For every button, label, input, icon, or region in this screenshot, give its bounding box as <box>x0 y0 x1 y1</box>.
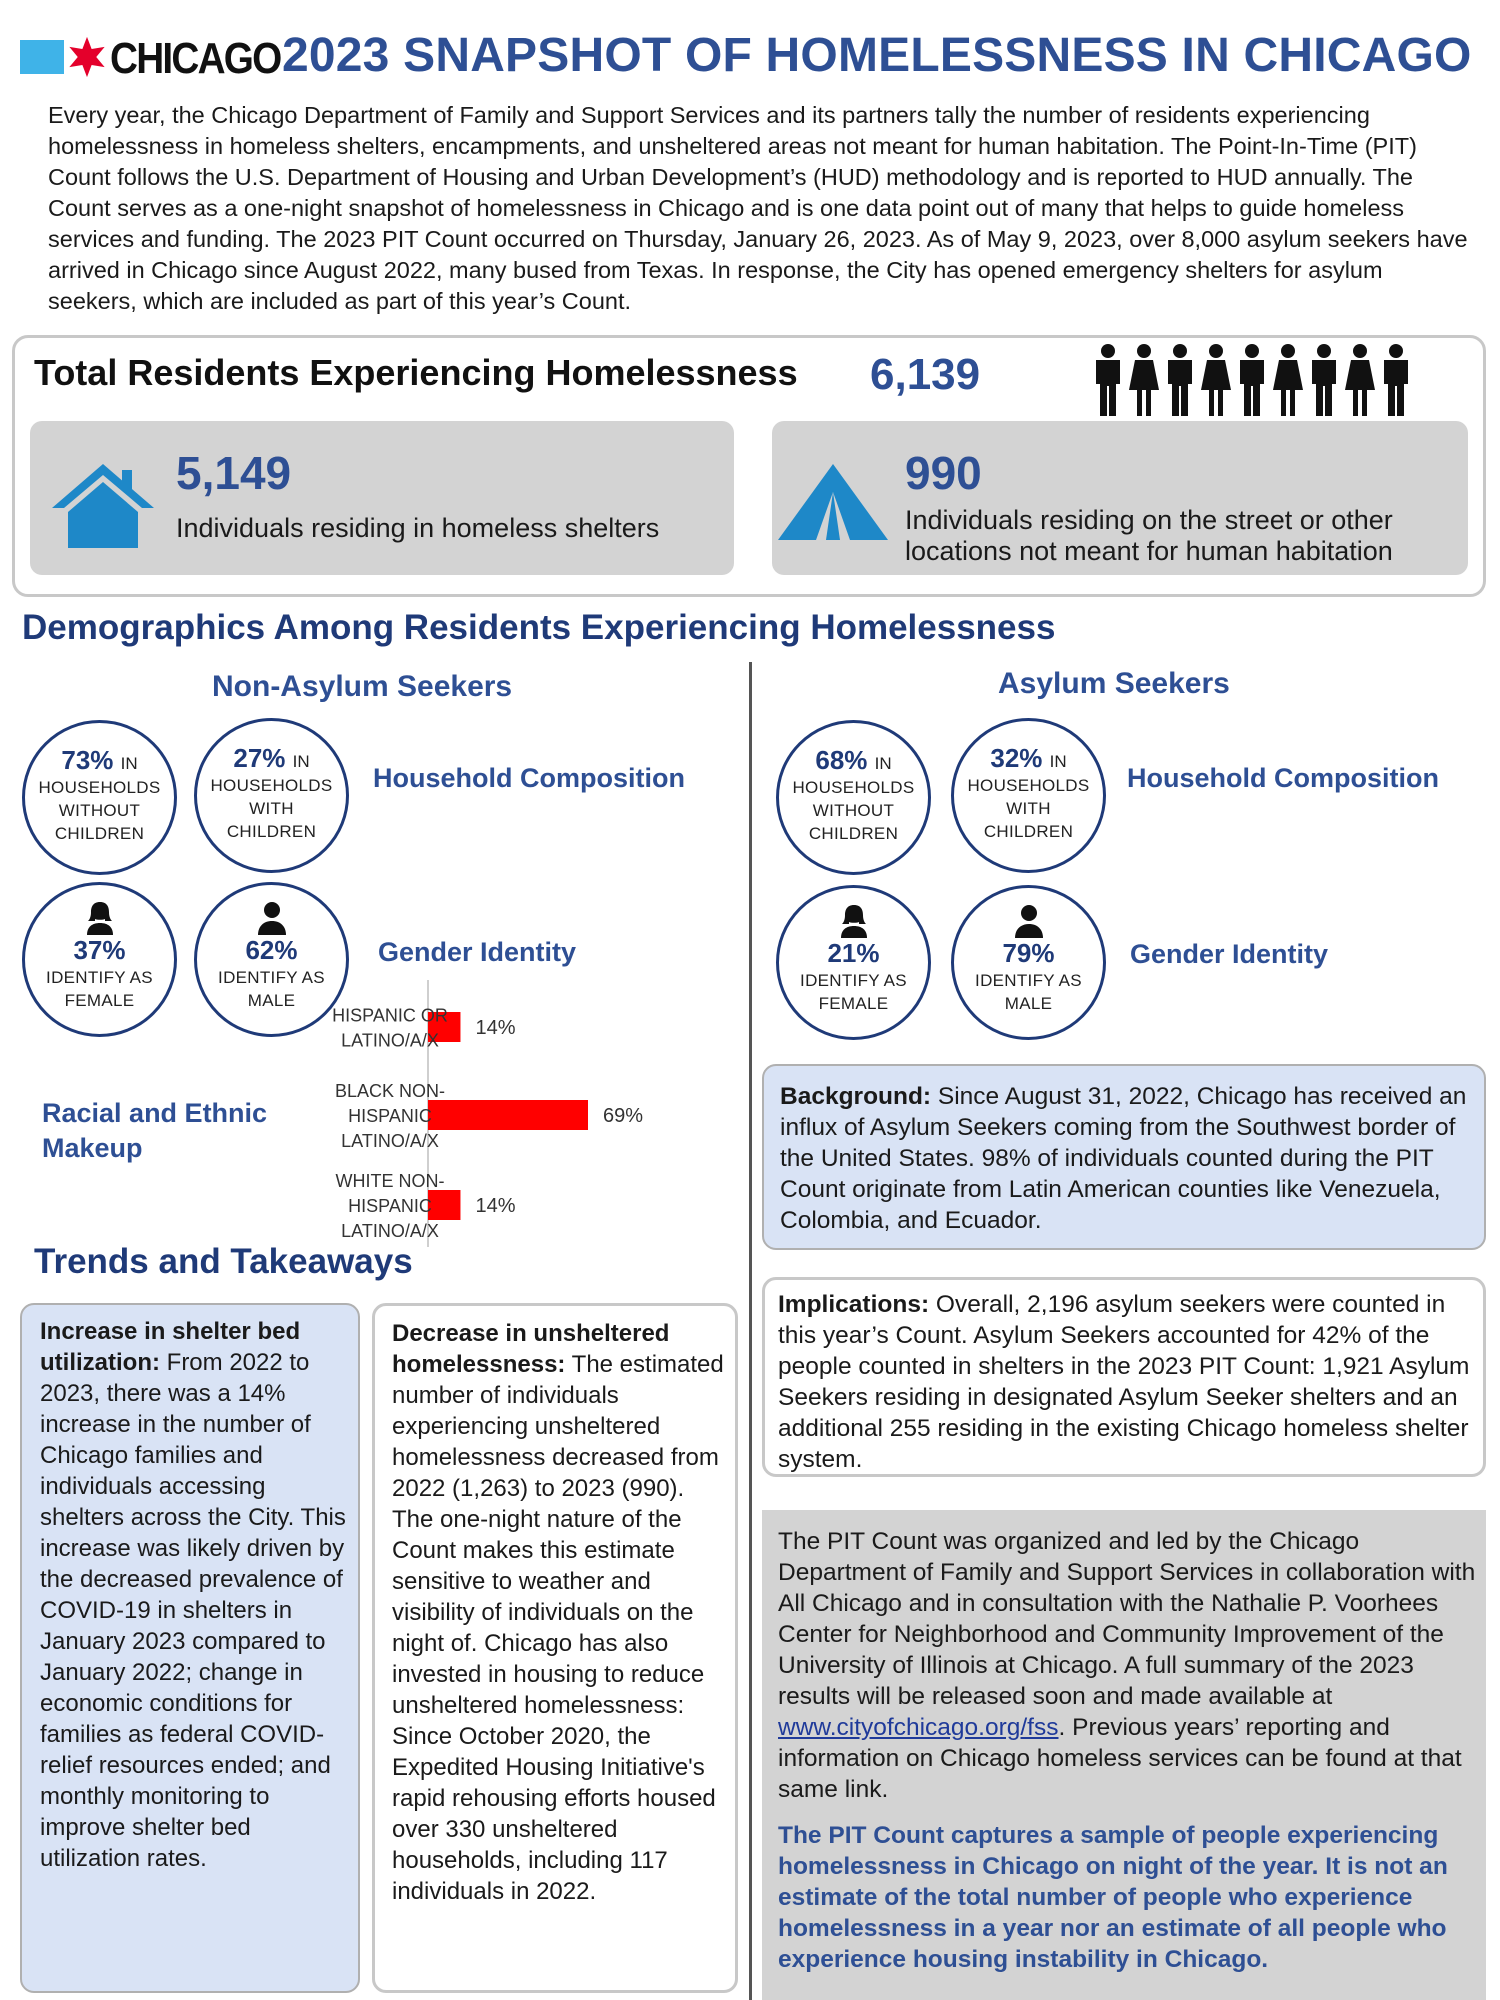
race-category-line: BLACK NON- <box>334 1081 446 1101</box>
column-divider <box>749 662 752 2000</box>
female-figure-icon <box>1129 344 1159 416</box>
na-female-pct: 37% <box>73 935 126 965</box>
street-description: Individuals residing on the street or other locations not meant for human habitation <box>905 505 1393 566</box>
a-male-pct: 79% <box>1002 938 1055 968</box>
race-category-line: LATINO/A/X <box>341 1221 439 1241</box>
na-male-pct: 62% <box>245 935 298 965</box>
male-person-icon <box>257 901 287 935</box>
demographics-heading: Demographics Among Residents Experiencing Homelessness <box>22 608 1056 647</box>
na-without-children-circle: 73% IN HOUSEHOLDS WITHOUT CHILDREN <box>22 720 177 875</box>
pit-emphasis-text: The PIT Count captures a sample of people experiencing homelessness in Chicago on night of the year. It is not an estimate of the total number of people who experience homelessness in a year nor an estimate of all people who experience housing instability in Chicago. <box>778 1822 1448 1973</box>
female-figure-icon <box>1201 344 1231 416</box>
fss-link[interactable]: www.cityofchicago.org/fss <box>778 1714 1059 1741</box>
a-without-pct: 68% <box>815 745 868 775</box>
na-gender-label: Gender Identity <box>378 937 577 967</box>
male-figure-icon <box>1168 344 1192 416</box>
non-asylum-heading: Non-Asylum Seekers <box>212 670 513 703</box>
implications-text: Implications: Overall, 2,196 asylum seekers were counted in this year’s Count. Asylum Seekers accounted for 42% of the people counted in shelters in the 2023 PIT Count: 1,921 Asylum Seekers residing in designated Asylum Seeker shelters and an additional 255 residing in the existing Chicago homeless shelter system. <box>778 1291 1470 1473</box>
a-male-circle: 79% IDENTIFY AS MALE <box>951 885 1106 1040</box>
male-figure-icon <box>1384 344 1408 416</box>
male-figure-icon <box>1312 344 1336 416</box>
race-ethnic-label: Racial and Ethnic Makeup <box>42 1098 268 1163</box>
background-text: Background: Since August 31, 2022, Chicago has received an influx of Asylum Seekers coming from the Southwest border of the United States. 98% of individuals counted during the PIT Count originate from Latin American counties like Venezuela, Colombia, and Ecuador. <box>780 1083 1467 1234</box>
male-person-icon <box>1014 904 1044 938</box>
race-category-line: LATINO/A/X <box>341 1131 439 1151</box>
a-household-label: Household Composition <box>1127 763 1439 793</box>
race-ethnic-bar-chart <box>330 975 750 1250</box>
na-male-circle: 62% IDENTIFY AS MALE <box>194 882 349 1037</box>
pit-note-text: The PIT Count was organized and led by the Chicago Department of Family and Support Services in collaboration with All Chicago and in consultation with the Nathalie P. Voorhees Center for Neighborhood and Community Improvement of the University of Illinois at Chicago. A full summary of the 2023 results will be released soon and made available at www.cityofchicago.org/fss. Previous years’ reporting and information on Chicago homeless services can be found at that same link. <box>778 1528 1476 1803</box>
male-figure-icon <box>1096 344 1120 416</box>
race-category-line: HISPANIC <box>348 1106 432 1126</box>
trends-heading: Trends and Takeaways <box>34 1242 413 1281</box>
female-figure-icon <box>1345 344 1375 416</box>
asylum-heading: Asylum Seekers <box>998 667 1230 700</box>
street-value: 990 <box>905 447 982 499</box>
a-without-children-circle: 68% IN HOUSEHOLDS WITHOUT CHILDREN <box>776 720 931 875</box>
total-value: 6,139 <box>870 350 981 399</box>
race-category-line: LATINO/A/X <box>341 1030 439 1051</box>
race-category-line: HISPANIC OR <box>332 1005 448 1026</box>
na-female-circle: 37% IDENTIFY AS FEMALE <box>22 882 177 1037</box>
female-figure-icon <box>1273 344 1303 416</box>
race-category-label <box>335 1081 445 1151</box>
female-person-icon <box>85 901 115 935</box>
shelter-value: 5,149 <box>176 447 292 499</box>
house-icon <box>50 460 156 550</box>
trend-unsheltered-text: Decrease in unsheltered homelessness: The estimated number of individuals experiencing unsheltered homelessness decreased from 2022 (1,263) to 2023 (990). The one-night nature of the Count makes this estimate sensitive to weather and visibility of individuals on the night of. Chicago has also invested in housing to reduce unsheltered homelessness: Since October 2020, the Expedited Housing Initiative's rapid rehousing efforts housed over 330 unsheltered households, including 117 individuals in 2022. <box>392 1320 724 1905</box>
na-household-label: Household Composition <box>373 763 685 793</box>
intro-paragraph: Every year, the Chicago Department of Family and Support Services and its partners tally the number of residents experiencing homelessness in homeless shelters, encampments, and unsheltered areas not meant for human habitation. The Point-In-Time (PIT) Count follows the U.S. Department of Housing and Urban Development’s (HUD) methodology and is reported to HUD annually. The Count serves as a one-night snapshot of homelessness in Chicago and is one data point out of many that helps to guide homeless services and funding. The 2023 PIT Count occurred on Thursday, January 26, 2023. As of May 9, 2023, over 8,000 asylum seekers have arrived in Chicago since August 2022, many bused from Texas. In response, the City has opened emergency shelters for asylum seekers, which are included as part of this year’s Count. <box>48 102 1468 314</box>
race-bar-value-label: 14% <box>475 1195 516 1217</box>
a-gender-label: Gender Identity <box>1130 939 1329 969</box>
race-category-line: WHITE NON- <box>335 1171 445 1191</box>
race-bar-value-label: 14% <box>475 1017 516 1039</box>
page-title: 2023 SNAPSHOT OF HOMELESSNESS IN CHICAGO <box>282 29 1472 82</box>
race-category-line: HISPANIC <box>348 1196 432 1216</box>
na-with-children-circle: 27% IN HOUSEHOLDS WITH CHILDREN <box>194 718 349 873</box>
people-group-icon <box>1090 342 1420 418</box>
race-bar-value-label: 69% <box>603 1105 644 1127</box>
male-figure-icon <box>1240 344 1264 416</box>
tent-icon <box>776 462 890 542</box>
na-with-pct: 27% <box>233 743 286 773</box>
race-bar <box>428 1100 588 1130</box>
trend-shelter-text: Increase in shelter bed utilization: From 2022 to 2023, there was a 14% increase in the number of Chicago families and individuals accessing shelters across the City. This increase was likely driven by the decreased prevalence of COVID-19 in shelters in January 2023 compared to January 2022; change in economic conditions for families as federal COVID-relief resources ended; and monthly monitoring to improve shelter bed utilization rates. <box>40 1318 346 1872</box>
a-female-pct: 21% <box>827 938 880 968</box>
race-category-label <box>336 1171 445 1241</box>
logo-blue-block <box>20 40 64 74</box>
a-with-pct: 32% <box>990 743 1043 773</box>
a-with-children-circle: 32% IN HOUSEHOLDS WITH CHILDREN <box>951 718 1106 873</box>
total-label: Total Residents Experiencing Homelessness <box>34 352 798 393</box>
shelter-description: Individuals residing in homeless shelters <box>176 513 660 543</box>
race-bar <box>428 1190 460 1220</box>
chicago-logo <box>20 34 281 84</box>
a-female-circle: 21% IDENTIFY AS FEMALE <box>776 885 931 1040</box>
na-without-pct: 73% <box>61 745 114 775</box>
logo-wordmark: CHICAGO <box>110 34 281 83</box>
female-person-icon <box>839 904 869 938</box>
six-point-star-icon <box>66 36 108 78</box>
